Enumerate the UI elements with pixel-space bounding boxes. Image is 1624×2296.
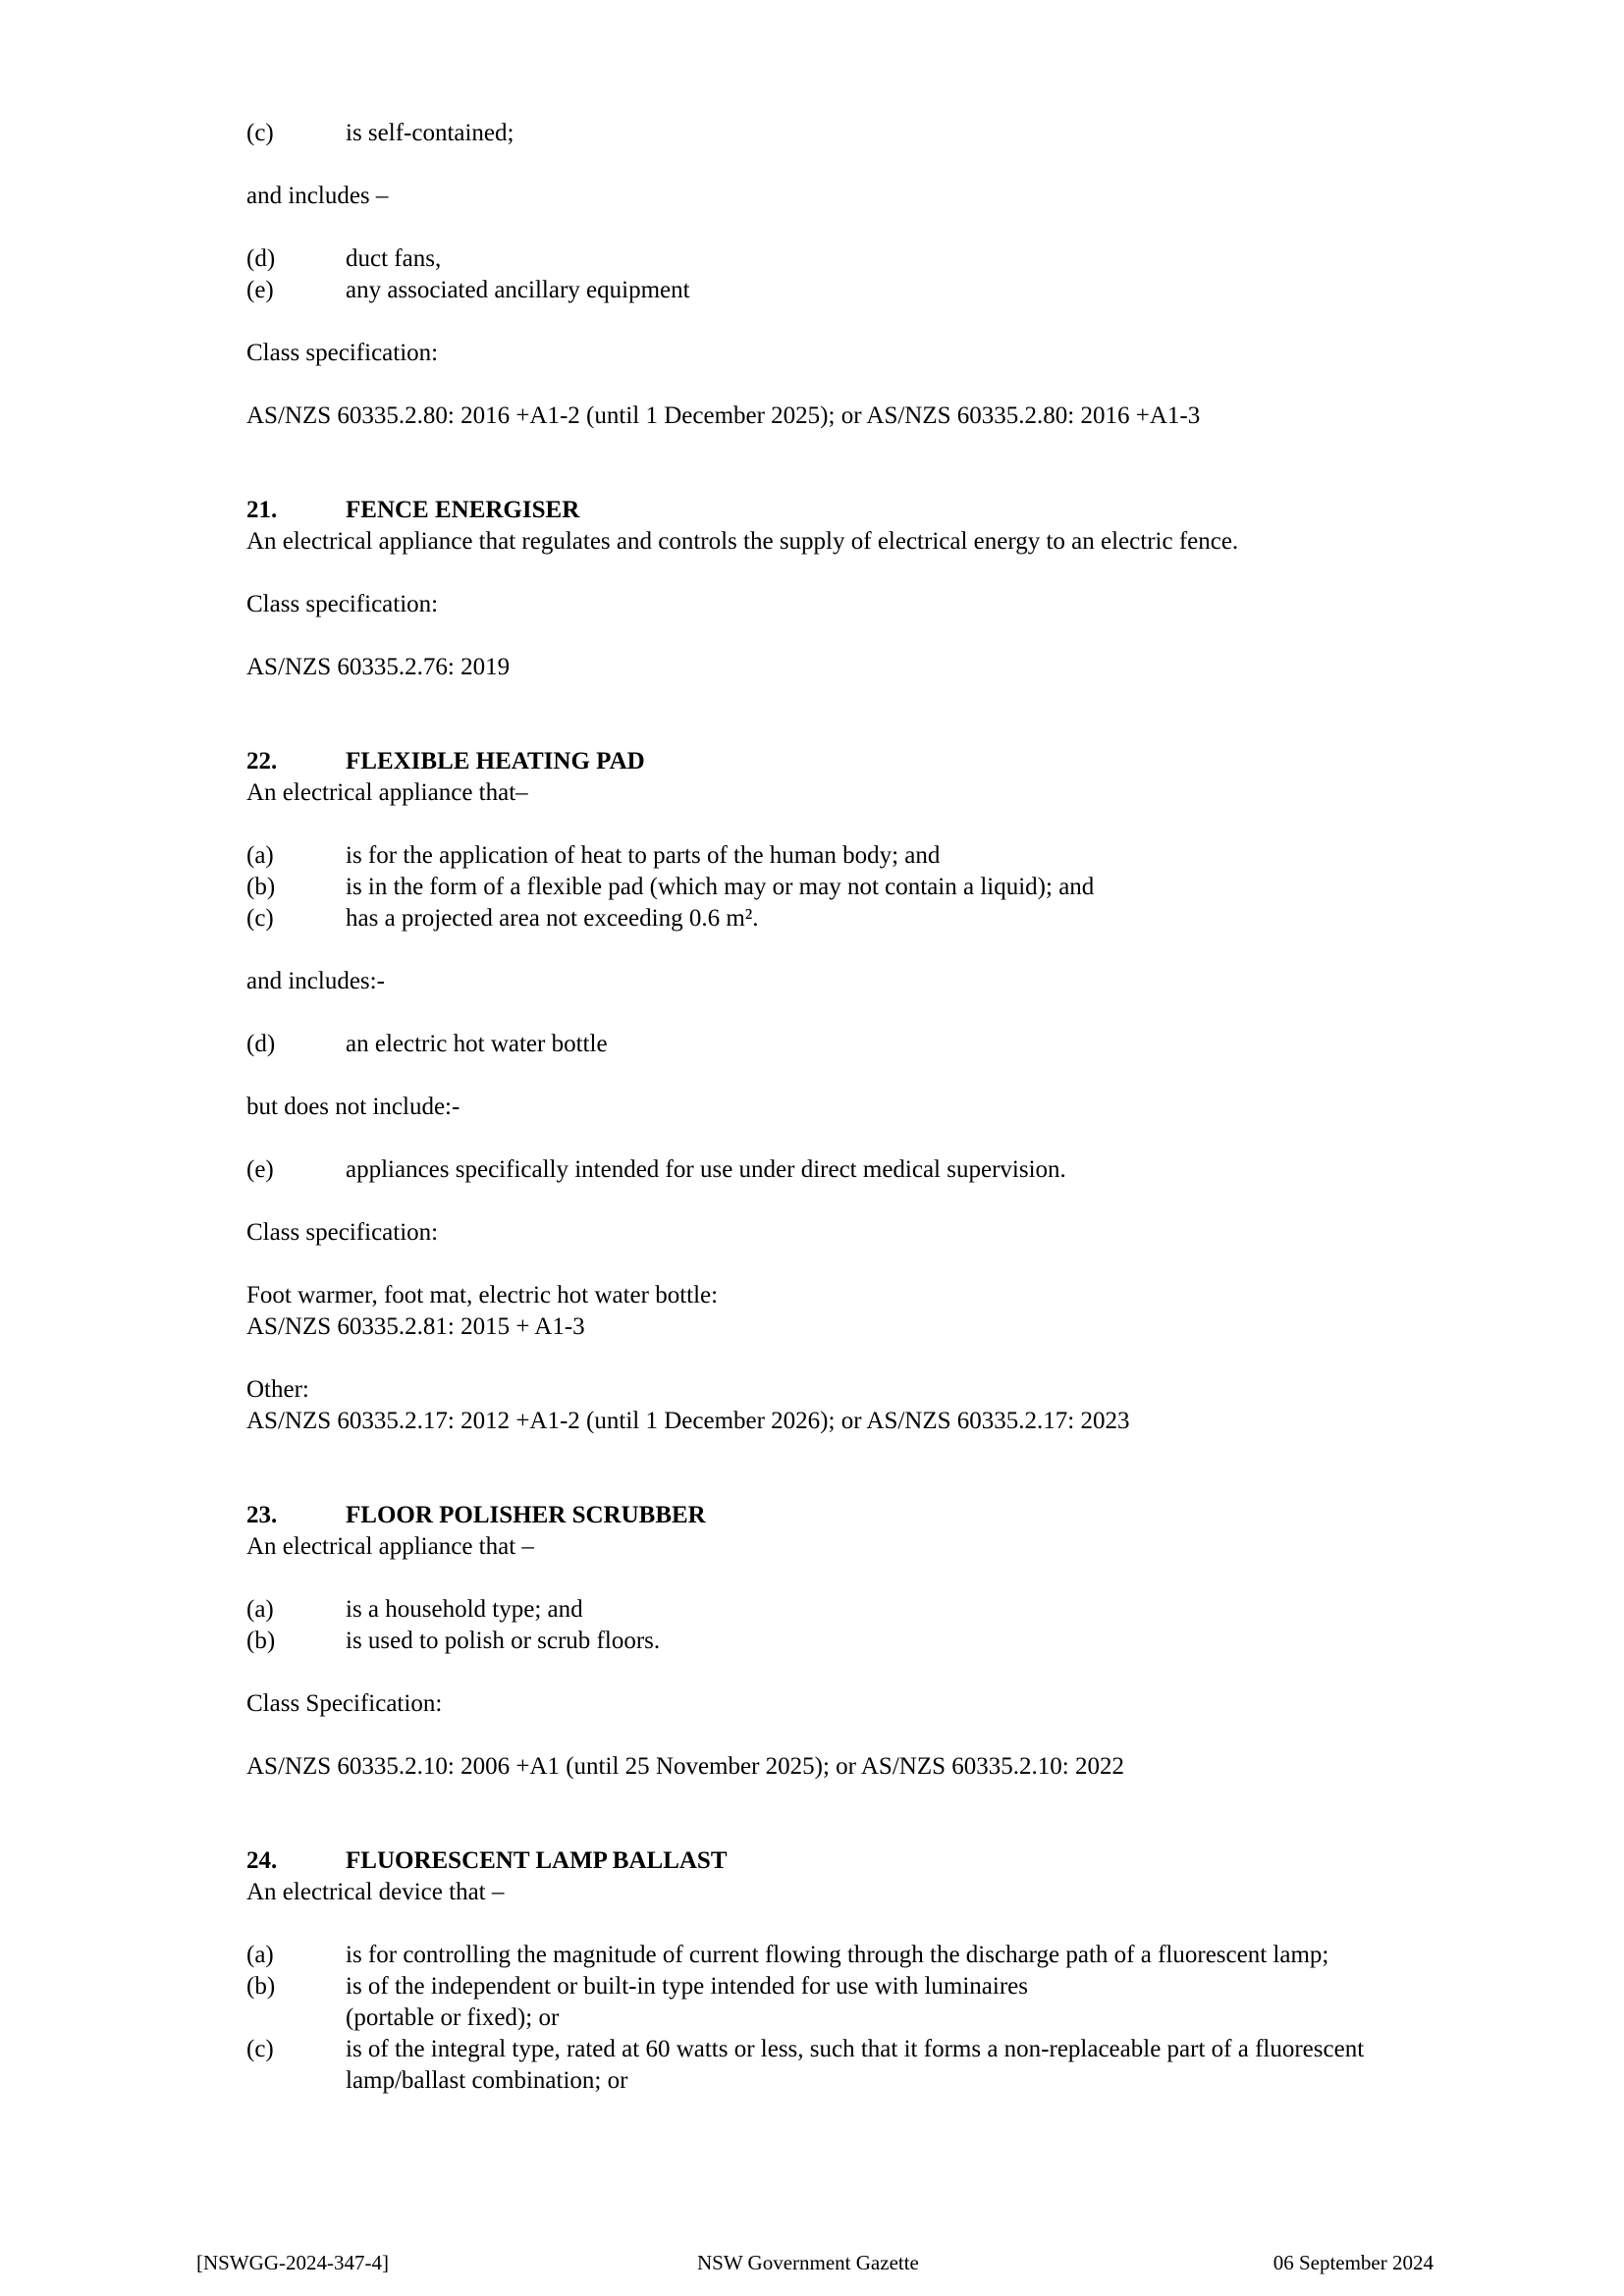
section-definition: An electrical device that – [246,1879,505,1905]
list-marker: (b) [246,874,276,900]
section-number: 21. [246,497,278,523]
section-number: 23. [246,1502,278,1528]
class-spec-value: AS/NZS 60335.2.80: 2016 +A1-2 (until 1 December 2025); or AS/NZS 60335.2.80: 2016 +A1-3 [246,402,1201,429]
section-definition: An electrical appliance that– [246,779,528,806]
list-marker: (e) [246,1156,274,1183]
list-item [246,1029,1405,1060]
list-marker: (d) [246,1031,276,1057]
list-text: is of the independent or built-in type intended for use with luminaires (portable or fixed); or [346,1973,1028,2031]
section-title: FLOOR POLISHER SCRUBBER [346,1502,706,1528]
s24-list-a [246,1940,1405,2097]
list-text: is used to polish or scrub floors. [346,1628,661,1654]
list-marker: (c) [246,2036,274,2062]
section-heading-22 [246,746,1405,777]
list-marker: (b) [246,1628,276,1654]
section-heading-24 [246,1845,1405,1877]
footer-reference: [NSWGG-2024-347-4] [196,2251,389,2274]
section-definition: An electrical appliance that – [246,1533,534,1560]
pre-section-list-a [246,118,1405,149]
list-item [246,275,1405,306]
section-number: 22. [246,748,278,774]
excludes-label: but does not include:- [246,1094,460,1120]
list-item [246,1971,1405,2034]
class-spec-value: AS/NZS 60335.2.17: 2012 +A1-2 (until 1 December 2026); or AS/NZS 60335.2.17: 2023 [246,1408,1130,1434]
class-spec-value: AS/NZS 60335.2.81: 2015 + A1-3 [246,1313,585,1340]
pre-section-list-b [246,243,1405,306]
includes-label: and includes:- [246,968,385,994]
list-marker: (e) [246,277,274,303]
list-marker: (a) [246,842,274,869]
list-text: appliances specifically intended for use under direct medical supervision. [346,1156,1066,1183]
footer-date: 06 September 2024 [1272,2251,1434,2274]
list-item [246,840,1405,872]
list-item [246,872,1405,903]
list-text: is for controlling the magnitude of current flowing through the discharge path of a fluorescent lamp; [346,1942,1329,1968]
section-number: 24. [246,1847,278,1874]
section-heading-23 [246,1500,1405,1531]
list-marker: (a) [246,1596,274,1623]
list-text: any associated ancillary equipment [346,277,690,303]
list-item [246,1940,1405,1971]
list-marker: (c) [246,905,274,932]
section-heading-21 [246,495,1405,526]
s23-list-a [246,1594,1405,1657]
footer-publication: NSW Government Gazette [697,2251,919,2274]
class-spec-sublabel: Foot warmer, foot mat, electric hot water bottle: [246,1282,719,1308]
page-content [246,118,1405,2097]
section-definition: An electrical appliance that regulates and controls the supply of electrical energy to an electric fence. [246,528,1239,555]
list-item [246,1154,1405,1186]
list-marker: (b) [246,1973,276,2000]
class-spec-label: Class Specification: [246,1690,443,1717]
list-text: is of the integral type, rated at 60 watts or less, such that it forms a non-replaceable part of a fluorescent lamp/ballast combination; or [346,2036,1365,2094]
list-text: an electric hot water bottle [346,1031,608,1057]
class-spec-label: Class specification: [246,591,439,617]
s22-list-a [246,840,1405,934]
class-spec-label: Class specification: [246,340,439,366]
class-spec-label: Class specification: [246,1219,439,1246]
list-item [246,243,1405,275]
list-marker: (a) [246,1942,274,1968]
list-item [246,2034,1405,2097]
list-text: is for the application of heat to parts of the human body; and [346,842,941,869]
class-spec-sublabel: Other: [246,1376,309,1403]
list-marker: (c) [246,120,274,146]
list-item [246,1626,1405,1657]
list-item [246,118,1405,149]
list-marker: (d) [246,245,276,272]
includes-label: and includes – [246,183,389,209]
list-item [246,903,1405,934]
list-text: is self-contained; [346,120,514,146]
section-title: FENCE ENERGISER [346,497,580,523]
list-text: has a projected area not exceeding 0.6 m². [346,905,759,932]
class-spec-value: AS/NZS 60335.2.76: 2019 [246,654,511,680]
list-text: duct fans, [346,245,442,272]
class-spec-value: AS/NZS 60335.2.10: 2006 +A1 (until 25 November 2025); or AS/NZS 60335.2.10: 2022 [246,1753,1124,1780]
section-title: FLEXIBLE HEATING PAD [346,748,645,774]
section-title: FLUORESCENT LAMP BALLAST [346,1847,728,1874]
list-text: is in the form of a flexible pad (which may or may not contain a liquid); and [346,874,1095,900]
list-item [246,1594,1405,1626]
list-text: is a household type; and [346,1596,583,1623]
